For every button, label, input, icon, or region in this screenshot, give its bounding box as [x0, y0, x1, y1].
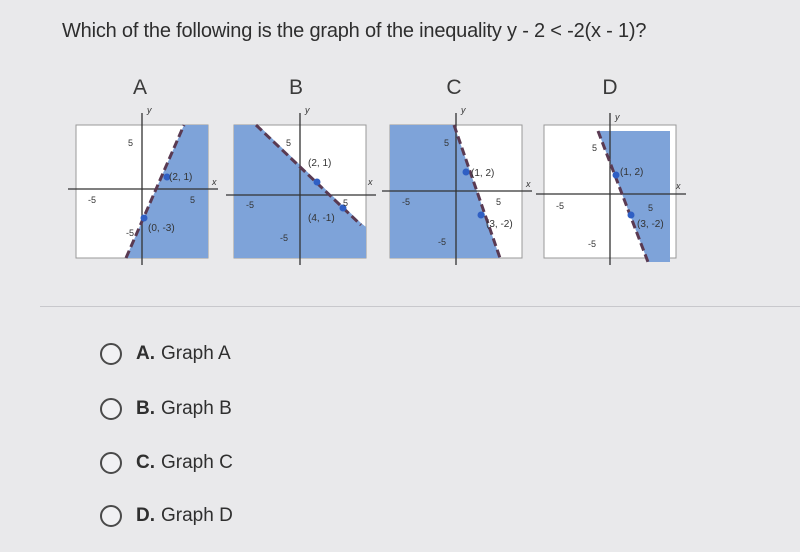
- graph-d-y-label: y: [615, 112, 620, 122]
- graph-d-point-1: [613, 172, 620, 179]
- graph-a-tick-yneg5: -5: [126, 228, 135, 238]
- graph-d-tick-x5: 5: [648, 203, 654, 213]
- graph-a: [68, 105, 217, 270]
- radio-a[interactable]: [100, 343, 122, 365]
- graph-c-title: C: [446, 76, 462, 99]
- graph-a-point-2-label: (0, -3): [148, 223, 175, 234]
- graph-c-point-1-label: (1, 2): [471, 168, 495, 179]
- option-d-label: Graph D: [161, 505, 233, 526]
- graph-b-tick-y5: 5: [286, 138, 292, 148]
- graph-a-y-label: y: [147, 105, 152, 115]
- inequality: y - 2 < -2(x - 1)?: [507, 20, 647, 42]
- option-b-letter: B.: [136, 398, 155, 419]
- option-a[interactable]: [100, 343, 231, 365]
- graph-d: [536, 105, 681, 270]
- graph-c-tick-yneg5: -5: [438, 237, 447, 247]
- option-c-label: Graph C: [161, 452, 233, 473]
- graph-a-tick-y5: 5: [128, 138, 134, 148]
- graph-b-tick-yneg5: -5: [280, 233, 289, 243]
- question-prefix: Which of the following is the graph of the inequality: [62, 20, 508, 42]
- graph-c-x-label: x: [526, 179, 531, 189]
- radio-d[interactable]: [100, 505, 122, 527]
- question-text: [62, 20, 646, 43]
- graph-c-y-label: y: [461, 105, 466, 115]
- graph-b-x-label: x: [368, 177, 373, 187]
- graph-b: [226, 105, 371, 270]
- option-b[interactable]: [100, 398, 232, 420]
- graph-a-title: A: [132, 76, 147, 99]
- radio-c[interactable]: [100, 452, 122, 474]
- option-d-letter: D.: [136, 505, 155, 526]
- graph-a-point-2: [141, 215, 148, 222]
- graph-d-tick-y5: 5: [592, 143, 598, 153]
- section-divider: [40, 306, 800, 307]
- graph-c-point-2-label: (3, -2): [486, 219, 513, 230]
- graph-c: [382, 105, 531, 270]
- graph-a-point-1-label: (2, 1): [169, 172, 193, 183]
- graph-b-tick-xneg5: -5: [246, 200, 255, 210]
- option-a-letter: A.: [136, 343, 155, 364]
- graph-d-tick-yneg5: -5: [588, 239, 597, 249]
- option-c[interactable]: [100, 452, 233, 474]
- graph-a-tick-x5: 5: [190, 195, 196, 205]
- radio-b[interactable]: [100, 398, 122, 420]
- graph-d-point-2: [628, 212, 635, 219]
- graph-d-title: D: [602, 76, 618, 99]
- graph-c-point-1: [463, 169, 470, 176]
- graph-d-point-1-label: (1, 2): [620, 167, 644, 178]
- graph-d-x-label: x: [676, 181, 681, 191]
- graph-b-point-2-label: (4, -1): [308, 213, 335, 224]
- graph-d-tick-xneg5: -5: [556, 201, 565, 211]
- option-d[interactable]: [100, 505, 233, 527]
- graph-b-point-1-label: (2, 1): [308, 158, 332, 169]
- graph-d-point-2-label: (3, -2): [637, 219, 664, 230]
- graph-a-tick-xneg5: -5: [88, 195, 97, 205]
- graph-c-tick-xneg5: -5: [402, 197, 411, 207]
- option-c-letter: C.: [136, 452, 155, 473]
- graph-c-point-2: [478, 212, 485, 219]
- graph-b-title: B: [288, 76, 303, 99]
- graph-c-tick-y5: 5: [444, 138, 450, 148]
- option-a-label: Graph A: [161, 343, 231, 364]
- graph-b-y-label: y: [305, 105, 310, 115]
- graph-c-tick-x5: 5: [496, 197, 502, 207]
- graph-b-point-1: [314, 179, 321, 186]
- graph-b-tick-x5: 5: [343, 198, 349, 208]
- graph-a-x-label: x: [212, 177, 217, 187]
- option-b-label: Graph B: [161, 398, 232, 419]
